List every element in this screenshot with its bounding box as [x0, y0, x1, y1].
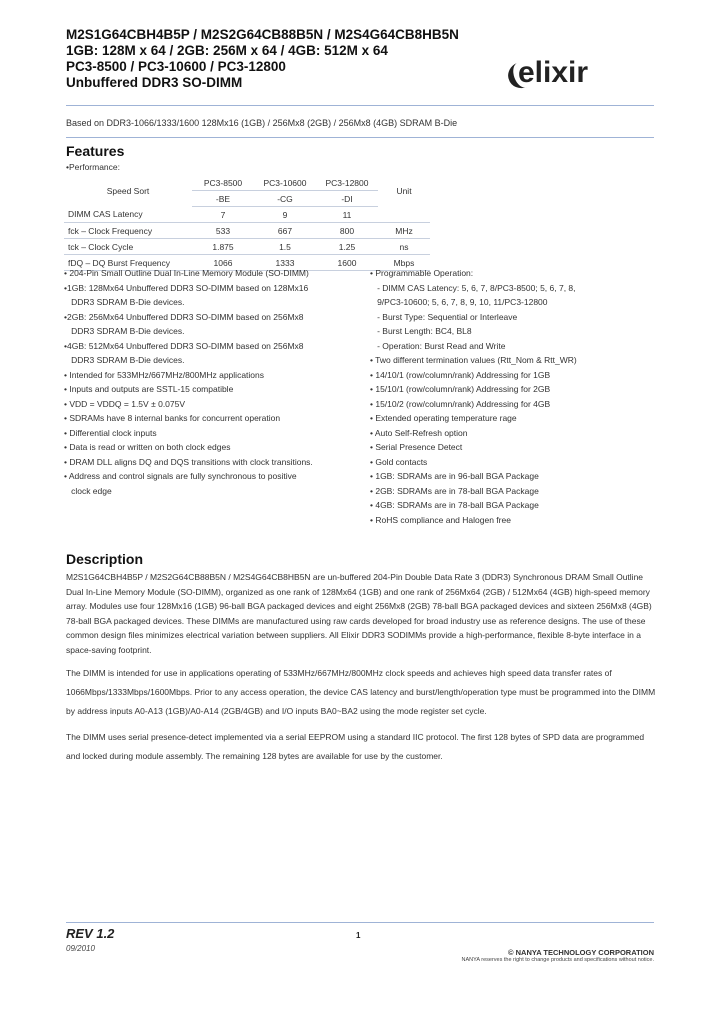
cell-value: 1.25	[316, 239, 378, 255]
revision-label: REV 1.2	[66, 926, 115, 941]
list-item: • RoHS compliance and Halogen free	[370, 514, 511, 525]
list-item: • Two different termination values (Rtt_Nom & Rtt_WR)	[370, 355, 577, 365]
list-item: • 15/10/2 (row/column/rank) Addressing for 4GB	[370, 398, 551, 409]
document-title	[66, 27, 459, 91]
cell-value: 1.875	[192, 239, 254, 255]
table-row	[64, 207, 430, 223]
cell-value: 7	[192, 207, 254, 223]
list-item: • 204-Pin Small Outline Dual In-Line Memory Module (SO-DIMM)	[64, 268, 309, 278]
row-label: tck – Clock Cycle	[64, 239, 192, 255]
performance-table-wrap	[64, 175, 430, 271]
cell-value: 533	[192, 223, 254, 239]
list-item: • Programmable Operation:	[370, 268, 474, 278]
list-item: • Extended operating temperature rage	[370, 413, 517, 423]
description-section	[66, 551, 143, 567]
list-item: • VDD = VDDQ = 1.5V ± 0.075V	[64, 398, 186, 409]
list-item: • Data is read or written on both clock edges	[64, 442, 231, 452]
cell-value: 1600	[316, 255, 378, 271]
description-body	[66, 570, 656, 773]
grade-header: PC3-8500	[192, 175, 254, 191]
title-line-part-numbers: M2S1G64CBH4B5P / M2S2G64CB88B5N / M2S4G64CB8HB5N	[66, 27, 459, 42]
list-item: DDR3 SDRAM B-Die devices.	[64, 355, 185, 365]
row-label: DIMM CAS Latency	[64, 207, 192, 223]
title-line-speed-grades: PC3-8500 / PC3-10600 / PC3-12800	[66, 59, 286, 74]
list-item: • 1GB: SDRAMs are in 96-ball BGA Package	[370, 471, 539, 481]
list-item: • Auto Self-Refresh option	[370, 427, 468, 438]
list-item: • 4GB: SDRAMs are in 78-ball BGA Package	[370, 500, 539, 510]
list-item: • Inputs and outputs are SSTL-15 compatible	[64, 384, 234, 394]
revision-date: 09/2010	[66, 944, 95, 953]
list-item: 9/PC3-10600; 5, 6, 7, 8, 9, 10, 11/PC3-12800	[370, 297, 548, 307]
list-item: DDR3 SDRAM B-Die devices.	[64, 326, 185, 336]
list-item: - Burst Type: Sequential or Interleave	[370, 311, 518, 322]
list-item: DDR3 SDRAM B-Die devices.	[64, 297, 185, 307]
grade-header: PC3-12800	[316, 175, 378, 191]
header-divider	[66, 105, 654, 106]
row-label: fck – Clock Frequency	[64, 223, 192, 239]
table-row	[64, 223, 430, 239]
cell-unit: ns	[378, 239, 430, 255]
list-item: • Serial Presence Detect	[370, 442, 463, 452]
list-item: • 14/10/1 (row/column/rank) Addressing for 1GB	[370, 369, 551, 380]
disclaimer-text: NANYA reserves the right to change products and specifications without notice.	[461, 957, 654, 963]
list-item: - DIMM CAS Latency: 5, 6, 7, 8/PC3-8500; 5, 6, 7, 8,	[370, 282, 576, 293]
list-item: • Differential clock inputs	[64, 427, 157, 438]
code-header: -BE	[192, 191, 254, 207]
elixir-logo	[518, 56, 588, 90]
table-row	[64, 239, 430, 255]
code-header: -DI	[316, 191, 378, 207]
cell-unit	[378, 207, 430, 223]
based-on-line: Based on DDR3-1066/1333/1600 128Mx16 (1GB) / 256Mx8 (2GB) / 256Mx8 (4GB) SDRAM B-Die	[66, 118, 458, 128]
description-heading: Description	[66, 551, 144, 567]
logo-text: elixir	[518, 56, 589, 89]
features-section	[66, 143, 124, 159]
cell-value: 1066	[192, 255, 254, 271]
cell-value: 9	[254, 207, 316, 223]
features-left-list	[64, 266, 313, 498]
grade-header: PC3-10600	[254, 175, 316, 191]
list-item: •1GB: 128Mx64 Unbuffered DDR3 SO-DIMM based on 128Mx16	[64, 282, 309, 293]
copyright-text: © NANYA TECHNOLOGY CORPORATION	[508, 948, 654, 957]
cell-value: 667	[254, 223, 316, 239]
performance-label: •Performance:	[66, 162, 120, 172]
list-item: • DRAM DLL aligns DQ and DQS transitions with clock transitions.	[64, 456, 313, 467]
list-item: - Operation: Burst Read and Write	[370, 340, 506, 351]
cell-value: 11	[316, 207, 378, 223]
speed-sort-header: Speed Sort	[106, 185, 150, 196]
cell-unit: Mbps	[378, 255, 430, 271]
list-item: • Intended for 533MHz/667MHz/800MHz applications	[64, 369, 264, 380]
cell-unit: MHz	[378, 223, 430, 239]
description-paragraph: The DIMM is intended for use in applications operating of 533MHz/667MHz/800MHz clock speeds and achieves high speed data transfer rates of 1066Mbps/1333Mbps/1600Mbps. Prior to any access operation, the device CAS latency and burst/length/operation type must be programmed into the DIMM by address inputs A0-A13 (1GB)/A0-A14 (2GB/4GB) and I/O inputs BA0~BA2 using the mode register set cycle.	[66, 668, 656, 716]
features-right-list	[370, 266, 577, 527]
cell-value: 1333	[254, 255, 316, 271]
list-item: clock edge	[64, 485, 112, 496]
features-heading: Features	[66, 143, 125, 159]
list-item: •2GB: 256Mx64 Unbuffered DDR3 SO-DIMM based on 256Mx8	[64, 311, 304, 322]
unit-header: Unit	[396, 185, 412, 196]
title-line-capacities: 1GB: 128M x 64 / 2GB: 256M x 64 / 4GB: 512M x 64	[66, 43, 388, 58]
list-item: • 2GB: SDRAMs are in 78-ball BGA Package	[370, 485, 539, 496]
description-paragraph: M2S1G64CBH4B5P / M2S2G64CB88B5N / M2S4G64CB8HB5N are un-buffered 204-Pin Double Data Rate 3 (DDR3) Synchronous DRAM Small Outline Dual In-Line Memory Module (SO-DIMM), organized as one rank of 128Mx64 (1GB) and one rank of 256Mx64 (2GB) / 512Mx64 (4GB) high-speed memory array. Modules use four 128Mx16 (1GB) 96-ball BGA packaged devices and eight 256Mx8 (2GB) 78-ball BGA packaged devices and sixteen 256Mx8 (4GB) 78-ball BGA packaged devices. These DIMMs are manufactured using raw cards developed for broad industry use as reference designs. The use of these common design files minimizes electrical variation between suppliers. All Elixir DDR3 SODIMMs provide a high-performance, flexible 8-byte interface in a space-saving footprint.	[66, 572, 652, 655]
list-item: • Gold contacts	[370, 456, 428, 467]
list-item: - Burst Length: BC4, BL8	[370, 326, 472, 336]
footer-divider	[66, 922, 654, 923]
list-item: •4GB: 512Mx64 Unbuffered DDR3 SO-DIMM based on 256Mx8	[64, 340, 304, 351]
row-label: fDQ – DQ Burst Frequency	[64, 255, 192, 271]
list-item: • 15/10/1 (row/column/rank) Addressing for 2GB	[370, 384, 551, 394]
title-line-module-type: Unbuffered DDR3 SO-DIMM	[66, 75, 243, 90]
description-paragraph: The DIMM uses serial presence-detect implemented via a serial EEPROM using a standard IIC protocol. The first 128 bytes of SPD data are programmed and locked during module assembly. The remaining 128 bytes are available for use by the customer.	[66, 732, 645, 761]
list-item: • Address and control signals are fully synchronous to positive	[64, 471, 297, 481]
page-number: 1	[356, 931, 361, 940]
list-item: • SDRAMs have 8 internal banks for concurrent operation	[64, 413, 281, 423]
section-divider	[66, 137, 654, 138]
cell-value: 800	[316, 223, 378, 239]
cell-value: 1.5	[254, 239, 316, 255]
performance-table	[64, 175, 430, 271]
code-header: -CG	[254, 191, 316, 207]
